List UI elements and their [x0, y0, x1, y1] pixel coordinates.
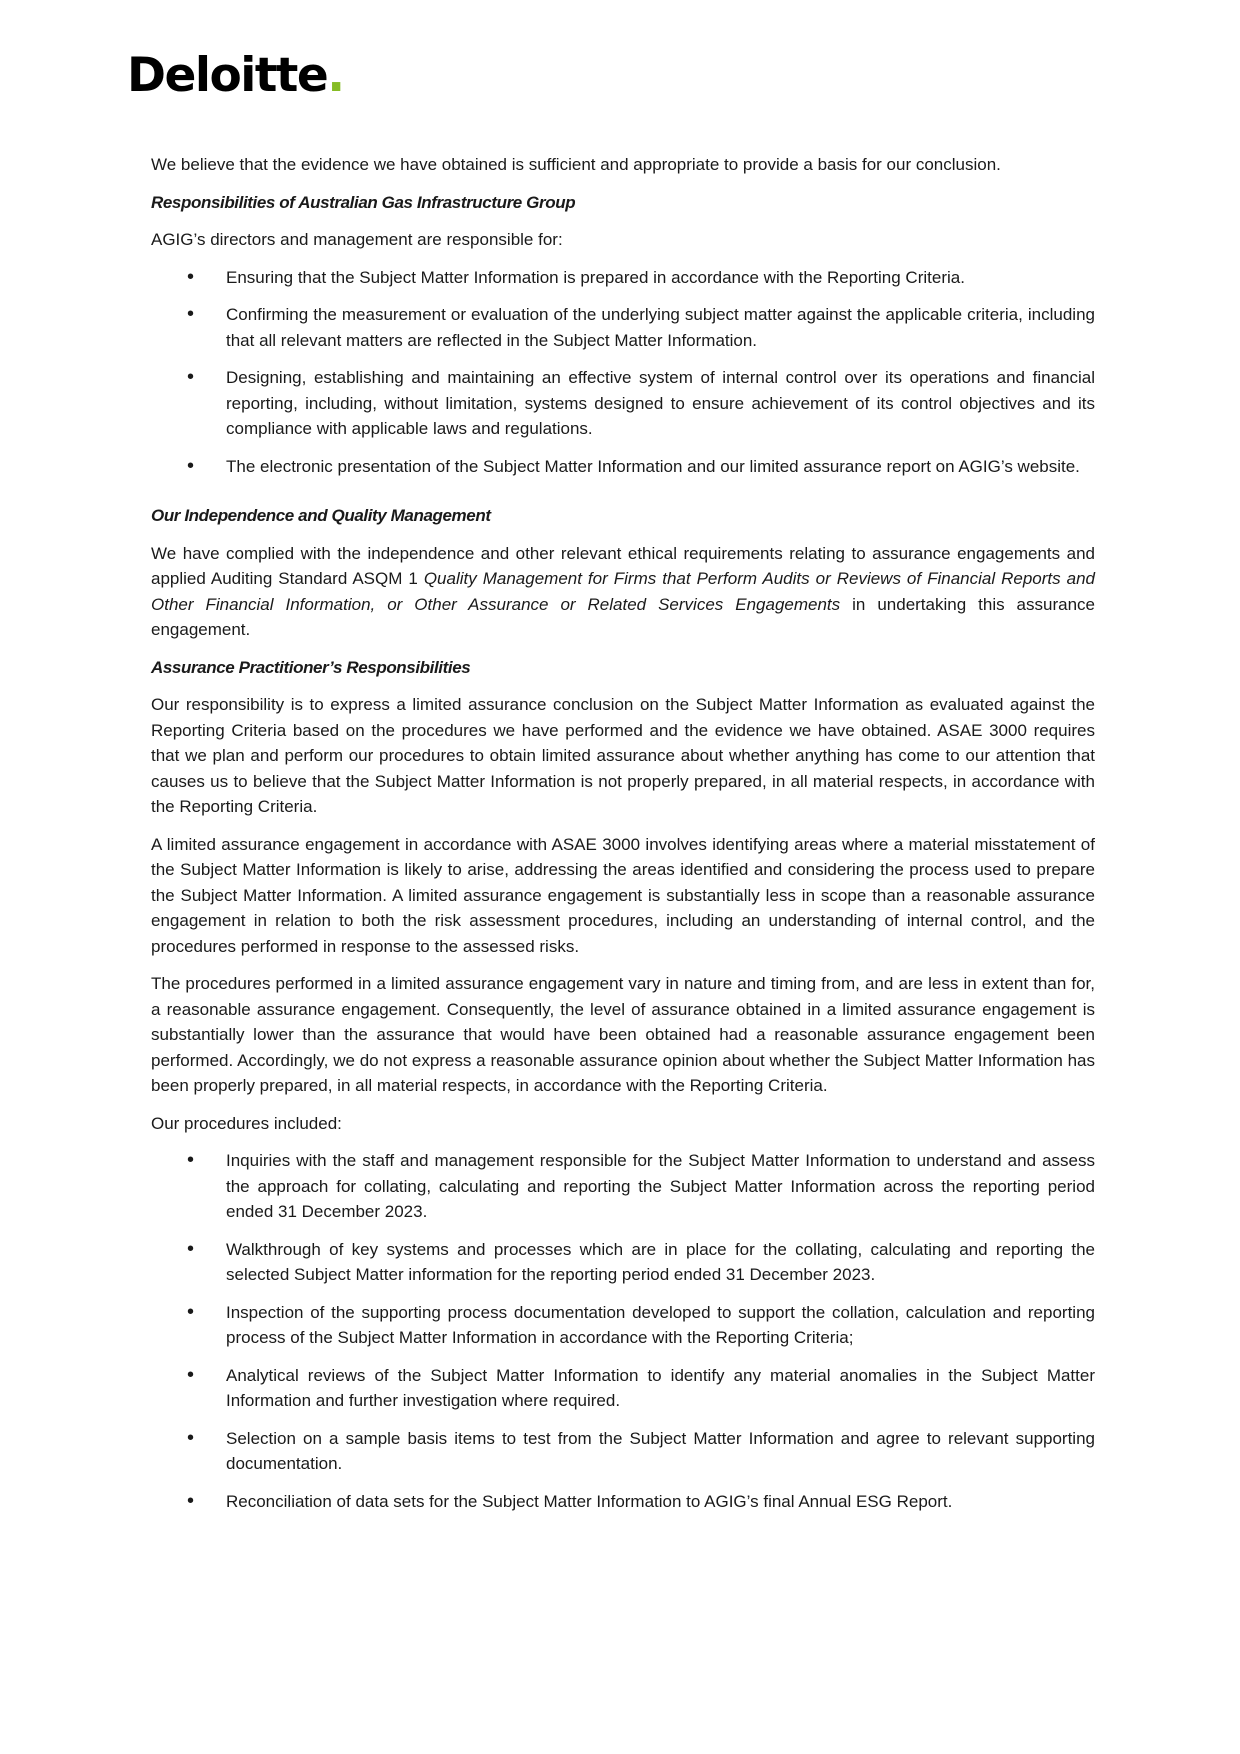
section-heading-responsibilities: Responsibilities of Australian Gas Infrastructure Group [151, 192, 576, 212]
intro-paragraph: We believe that the evidence we have obtained is sufficient and appropriate to provide a basis for our conclusion. [151, 155, 1001, 174]
section-heading-practitioner: Assurance Practitioner’s Responsibilities [151, 657, 471, 677]
practitioner-paragraph: The procedures performed in a limited assurance engagement vary in nature and timing from, and are less in extent than for, a reasonable assurance engagement. Consequently, the level of assurance obtained in a limited assurance engagement is substantially lower than the assurance that would have been obtained had a reasonable assurance engagement been performed. Accordingly, we do not express a reasonable assurance opinion about whether the Subject Matter Information has been properly prepared, in all material respects, in accordance with the Reporting Criteria. [151, 974, 1095, 1095]
procedures-list [151, 1148, 1095, 1514]
deloitte-logo [127, 48, 344, 103]
list-item: • Confirming the measurement or evaluation of the underlying subject matter against the applicable criteria, including that all relevant matters are reflected in the Subject Matter Information. [151, 302, 1095, 353]
list-item: • Analytical reviews of the Subject Matter Information to identify any material anomalies in the Subject Matter Information and further investigation where required. [151, 1363, 1095, 1414]
practitioner-paragraph: Our responsibility is to express a limited assurance conclusion on the Subject Matter Information as evaluated against the Reporting Criteria based on the procedures we have performed and the evidence we have obtained. ASAE 3000 requires that we plan and perform our procedures to obtain limited assurance about whether anything has come to our attention that causes us to believe that the Subject Matter Information is not properly prepared, in all material respects, in accordance with the Reporting Criteria. [151, 695, 1095, 816]
list-item: • Walkthrough of key systems and processes which are in place for the collating, calculating and reporting the selected Subject Matter information for the reporting period ended 31 December 2023. [151, 1237, 1095, 1288]
procedures-lead: Our procedures included: [151, 1113, 342, 1133]
list-item: • Designing, establishing and maintaining an effective system of internal control over its operations and financial reporting, including, without limitation, systems designed to ensure achievement of its control objectives and its compliance with applicable laws and regulations. [151, 365, 1095, 442]
independence-paragraph [151, 541, 1095, 643]
responsibilities-list [151, 265, 1095, 480]
independence-text-start: We have complied with the independence and other relevant ethical requirements relating to assurance engagements and applied Auditing Standard ASQM 1 [151, 543, 1095, 588]
logo-text: Deloitte [127, 48, 328, 103]
independence-text-end: in undertaking this assurance engagement. [151, 594, 1095, 639]
list-item: • Inspection of the supporting process documentation developed to support the collation, calculation and reporting process of the Subject Matter Information in accordance with the Reporting Criteria; [151, 1300, 1095, 1351]
logo-dot: . [327, 48, 344, 103]
section-heading-independence: Our Independence and Quality Management [151, 506, 491, 525]
list-item: • The electronic presentation of the Subject Matter Information and our limited assurance report on AGIG’s website. [151, 454, 1095, 480]
list-item: • Selection on a sample basis items to test from the Subject Matter Information and agree to relevant supporting documentation. [151, 1426, 1095, 1477]
standard-title: Quality Management for Firms that Perform Audits or Reviews of Financial Reports and Other Financial Information, or Other Assurance or Related Services Engagements [151, 569, 1095, 614]
list-item: • Reconciliation of data sets for the Subject Matter Information to AGIG’s final Annual ESG Report. [151, 1489, 1095, 1515]
report-body [151, 152, 1095, 1514]
responsibilities-lead: AGIG’s directors and management are responsible for: [151, 230, 563, 249]
list-item: • Inquiries with the staff and management responsible for the Subject Matter Information to understand and assess the approach for collating, calculating and reporting the Subject Matter Information across the reporting period ended 31 December 2023. [151, 1148, 1095, 1225]
practitioner-paragraph: A limited assurance engagement in accordance with ASAE 3000 involves identifying areas where a material misstatement of the Subject Matter Information is likely to arise, addressing the areas identified and considering the process used to prepare the Subject Matter Information. A limited assurance engagement is substantially less in scope than a reasonable assurance engagement in relation to both the risk assessment procedures, including an understanding of internal control, and the procedures performed in response to the assessed risks. [151, 834, 1095, 956]
list-item: • Ensuring that the Subject Matter Information is prepared in accordance with the Reporting Criteria. [151, 265, 1095, 291]
